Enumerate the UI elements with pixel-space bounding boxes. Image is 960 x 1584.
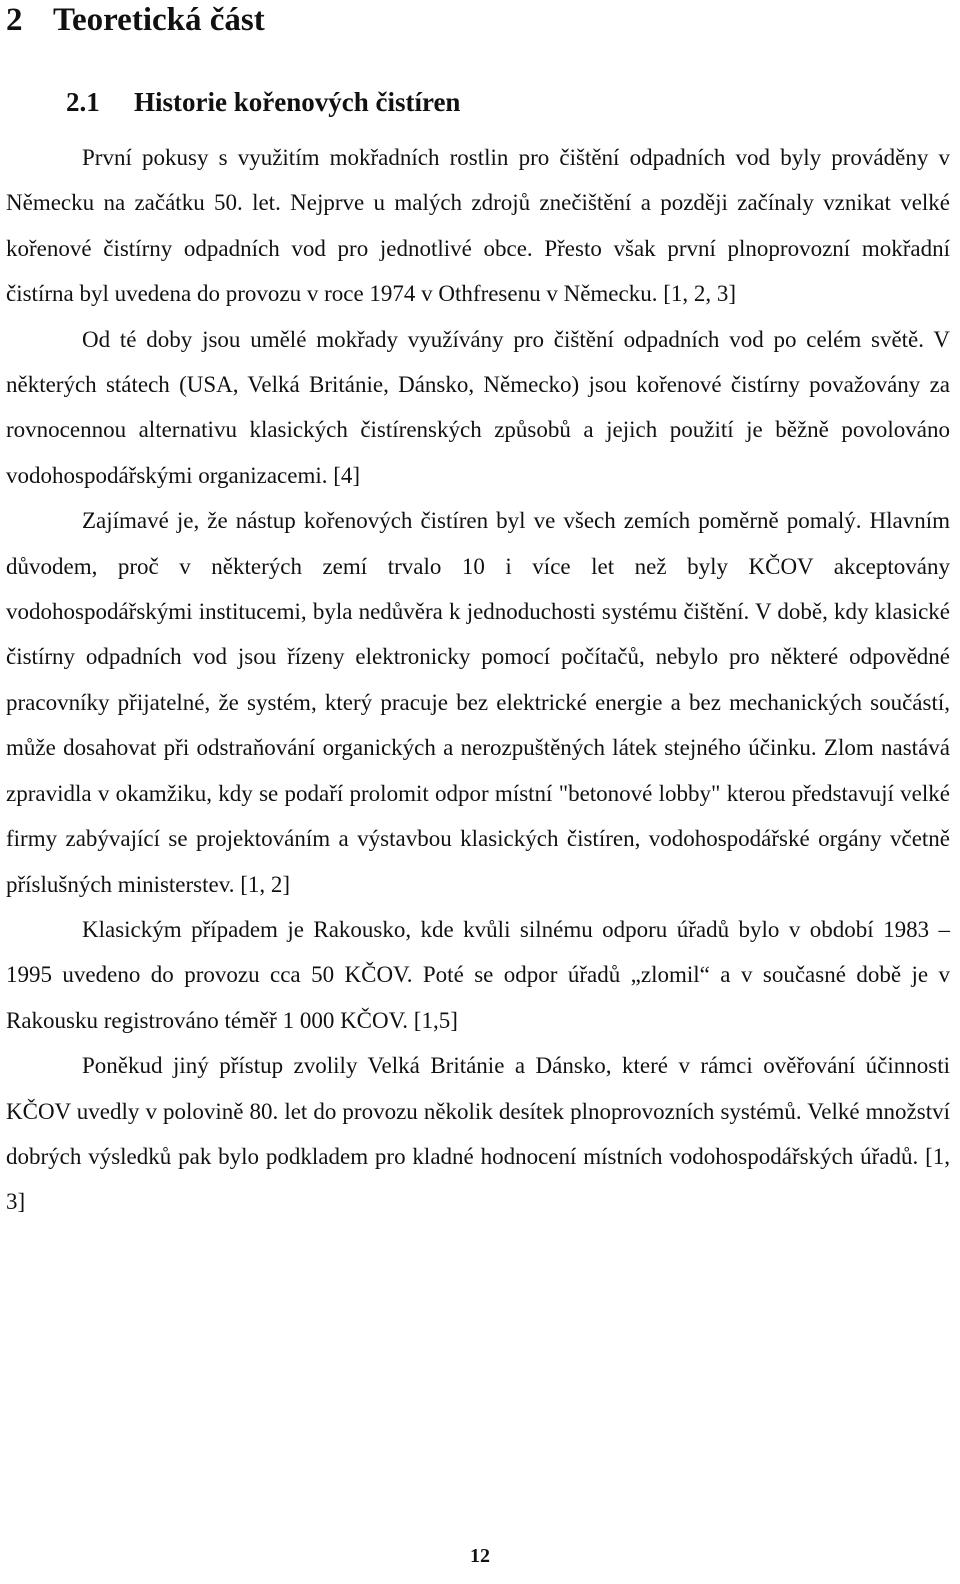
page-number: 12 (470, 1545, 490, 1567)
paragraph-slow-adoption: Zajímavé je, že nástup kořenových čistíren byl ve všech zemích poměrně pomalý. Hlavním důvodem, proč v některých zemí trvalo 10 i více let než byly KČOV akceptovány vodohospodářskými institucemi, byla nedůvěra k jednoduchosti systému čištění. V době, kdy klasické čistírny odpadních vod jsou řízeny elektronicky pomocí počítačů, nebylo pro některé odpovědné pracovníky přijatelné, že systém, který pracuje bez elektrické energie a bez mechanických součástí, může dosahovat při odstraňování organických a nerozpuštěných látek stejného účinku. Zlom nastává zpravidla v okamžiku, kdy se podaří prolomit odpor místní "betonové lobby" kterou představují velké firmy zabývající se projektováním a výstavbou klasických čistíren, vodohospodářské orgány včetně příslušných ministerstev. [1, 2] (6, 508, 950, 897)
paragraph-austria: Klasickým případem je Rakousko, kde kvůli silnému odporu úřadů bylo v období 1983 – 1995 uvedeno do provozu cca 50 KČOV. Poté se odpor úřadů „zlomil“ a v současné době je v Rakousku registrováno téměř 1 000 KČOV. [1,5] (6, 916, 950, 1033)
section-heading (66, 84, 460, 120)
body-text (6, 135, 950, 1225)
chapter-number: 2 (6, 2, 23, 38)
paragraph-history-intro: První pokusy s využitím mokřadních rostlin pro čištění odpadních vod byly prováděny v Německu na začátku 50. let. Nejprve u malých zdrojů znečištění a později začínaly vznikat velké kořenové čistírny odpadních vod pro jednotlivé obce. Přesto však první plnoprovozní mokřadní čistírna byl uvedena do provozu v roce 1974 v Othfresenu v Německu. [1, 2, 3] (6, 145, 950, 307)
paragraph-britain-denmark: Poněkud jiný přístup zvolily Velká Británie a Dánsko, které v rámci ověřování účinnosti KČOV uvedly v polovině 80. let do provozu několik desítek plnoprovozních systémů. Velké množství dobrých výsledků pak bylo podkladem pro kladné hodnocení místních vodohospodářských úřadů. [1, 3] (6, 1053, 950, 1215)
section-title: Historie kořenových čistíren (134, 87, 461, 117)
chapter-title: Teoretická část (53, 2, 265, 38)
section-number: 2.1 (66, 87, 100, 117)
paragraph-worldwide-use: Od té doby jsou umělé mokřady využívány pro čištění odpadních vod po celém světě. V některých státech (USA, Velká Británie, Dánsko, Německo) jsou kořenové čistírny považovány za rovnocennou alternativu klasických čistírenských způsobů a jejich použití je běžně povolováno vodohospodářskými organizacemi. [4] (6, 326, 950, 488)
chapter-heading (6, 0, 265, 40)
